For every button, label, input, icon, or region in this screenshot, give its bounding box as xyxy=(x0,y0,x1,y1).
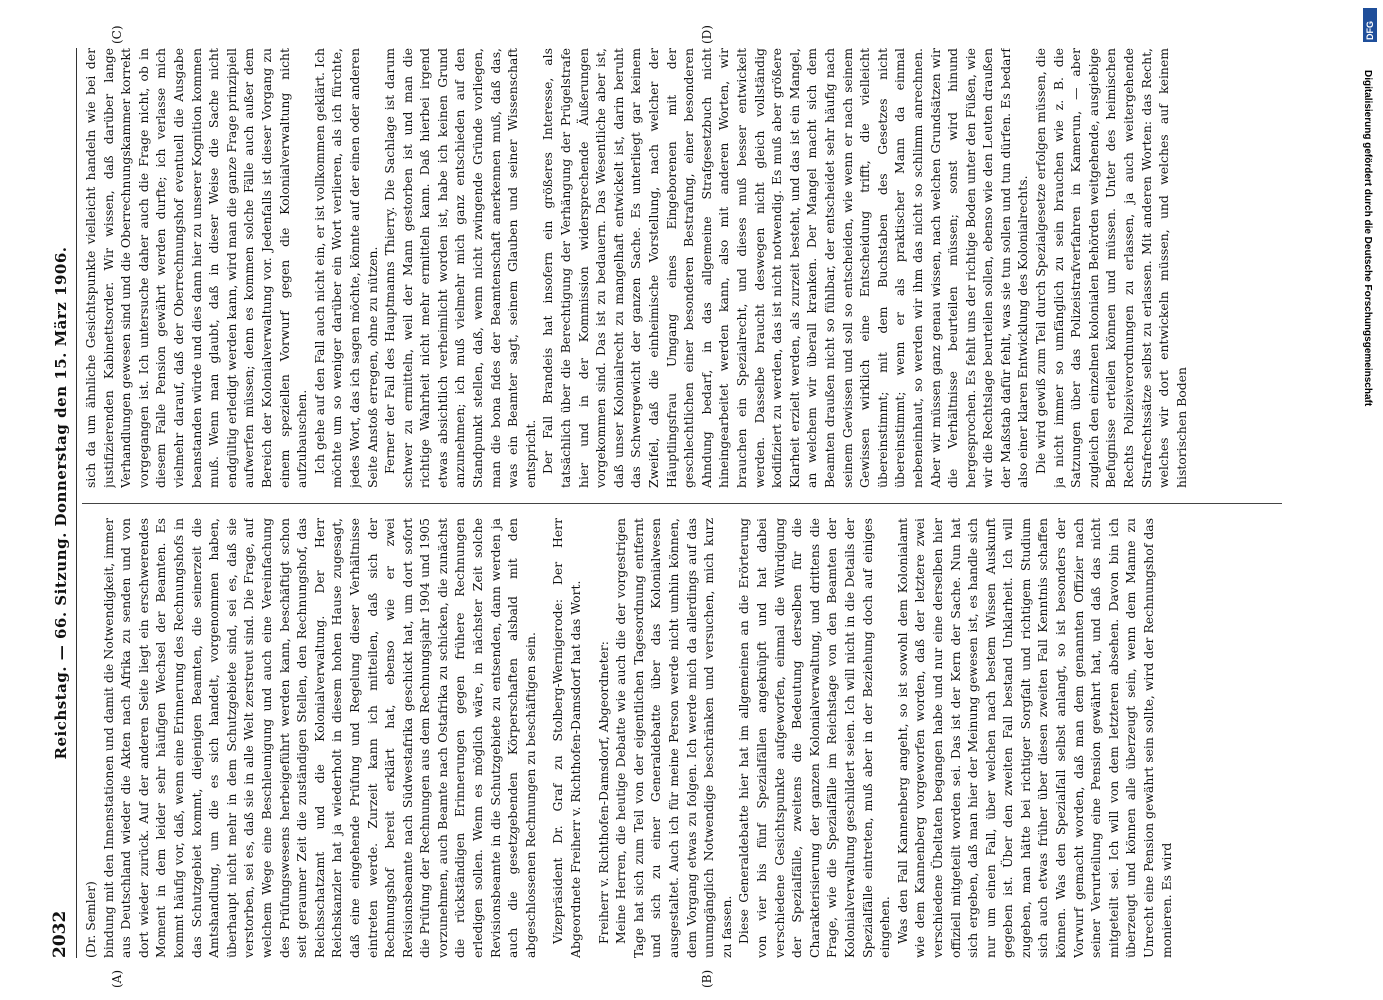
margin-marker-c: (C) xyxy=(110,25,124,44)
paragraph: Ich gehe auf den Fall auch nicht ein, er ist vollkommen geklärt. Ich möchte um so weniger darüber ein Wort verlieren, als ich fürchte, jedes Wort, das ich sagen möchte, könnte auf der einen oder anderen Seite Anstoß erregen, ohne zu nützen. xyxy=(311,48,380,488)
page-number: 2032 xyxy=(50,910,70,958)
paragraph: Die wird gewiß zum Teil durch Spezialgesetze erfolgen müssen, die ja nicht immer so umfänglich zu sein brauchen wie z. B. die Satzungen über das Polizeistrafverfahren in Kamerun, — aber zugleich den einzelnen kolonialen Behörden weitgehende, ausgiebige Befugnisse erteilen können und müssen. Unter des heimischen Rechts Polizeiverordnungen zu erlassen, ja auch weitergehende Strafrechtssätze selbst zu erlassen. Mit anderen Worten: das Recht, welches wir dort entwickeln müssen, und welches auf keinem historischen Boden xyxy=(1033,48,1189,488)
margin-marker-b: (B) xyxy=(700,969,714,988)
margin-marker-a: (A) xyxy=(110,969,124,988)
speaker-line: Freiherr v. Richthofen-Damsdorf, Abgeordneter: xyxy=(595,641,611,944)
credit-text: Digitalisierung gefördert durch die Deutsche Forschungsgemeinschaft xyxy=(1362,70,1373,407)
digitization-credit xyxy=(1361,10,1375,870)
paragraph: Der Fall Brandeis hat insofern ein größeres Interesse, als tatsächlich über die Berechtigung der Verhängung der Prügelstrafe hier und in der Kommission widersprechende Äußerungen vorgekommen sind. Das ist zu bedauern. Das Wesentliche aber ist, daß unser Kolonialrecht zu mangelhaft entwickelt ist, darin beruht das Schwergewicht der ganzen Sache. Es unterliegt gar keinem Zweifel, daß die einheimische Vorstellung, nach welcher der Häuptlingsfrau Umgang eines Eingeborenen mit der geschlechtlichen einer besonderen Bestrafung, einer besonderen Ahndung bedarf, in das allgemeine Strafgesetzbuch nicht hineingearbeitet werden kann, also mit anderen Worten, wir brauchen ein Spezialrecht, und dieses muß besser entwickelt werden. Dasselbe braucht deswegen nicht gleich vollständig kodifiziert zu werden, das ist nicht notwendig. Es muß aber größere Klarheit erzielt werden, als zurzeit besteht, und das ist ein Mangel, an welchem wir überall kranken. Der Mangel macht sich dem Beamten draußen nicht so fühlbar, der entscheidet sehr häufig nach seinem Gewissen und soll so entscheiden, wie wenn er nach seinem Gewissen wirklich eine Entscheidung trifft, die vielleicht übereinstimmt; mit dem Buchstaben des Gesetzes nicht übereinstimmt; wenn er als praktischer Mann da einmal nebeneinhaut, so werden wir ihm das nicht so schlimm anrechnen. Aber wir müssen ganz genau wissen, nach welchen Grundsätzen wir die Verhältnisse beurteilen müssen; sonst wird hinund hergesprochen. Es fehlt uns der richtige Boden unter den Füßen, wie wir die Rechtslage beurteilen sollen, ebenso wie den Leuten draußen der Maßstab dafür fehlt, was sie tun sollen und tun dürfen. Es bedarf also einer klaren Entwicklung des Kolonialrechts. xyxy=(540,48,1031,488)
paragraph: Meine Herren, die heutige Debatte wie auch die der vorgestrigen Tage hat sich zum Teil von der eigentlichen Tagesordnung entfernt und sich zu einer Generaldebatte über das Kolonialwesen ausgestaltet. Auch ich für meine Person werde nicht umhin können, dem Vorgang etwas zu folgen. Ich werde mich da allerdings auf das unumgänglich Notwendige beschränken und versuchen, mich kurz zu fassen. xyxy=(613,518,734,958)
paragraph: Ferner der Fall des Hauptmanns Thierry. Die Sachlage ist darum schwer zu ermitteln, weil der Mann gestorben ist und man die richtige Wahrheit nicht mehr ermitteln kann. Daß hierbei irgend etwas absichtlich verheimlicht worden ist, habe ich keinen Grund anzunehmen; ich muß vielmehr mich ganz entschieden auf den Standpunkt stellen, daß, wenn nicht zwingende Gründe vorliegen, man die bona fides der Beamtenschaft anerkennen muß, daß das, was ein Beamter sagt, seinem Glauben und seiner Wissenschaft entspricht. xyxy=(382,48,538,488)
right-column xyxy=(82,48,1302,488)
page-title: Reichstag. — 66. Sitzung. Donnerstag den 15. März 1906. xyxy=(52,246,70,760)
paragraph: bindung mit den Innenstationen und damit die Notwendigkeit, immer aus Deutschland wieder die Akten nach Afrika zu senden und von dort wieder zurück. Auf der anderen Seite liegt ein erschwerendes Moment in dem leider sehr häufigen Wechsel der Beamten. Es kommt häufig vor, daß, wenn eine Erinnerung des Rechnungshofs in das Schutzgebiet kommt, diejenigen Beamten, die seinerzeit die Amtshandlung, um die es sich handelt, vorgenommen haben, überhaupt nicht mehr in dem Schutzgebiete sind, sei es, daß sie verstorben, sei es, daß sie in alle Welt zerstreut sind. Die Frage, auf welchem Wege eine Beschleunigung und auch eine Vereinfachung des Prüfungswesens herbeigeführt werden kann, beschäftigt schon seit geraumer Zeit die zuständigen Stellen, den Rechnungshof, das Reichsschatzamt und die Kolonialverwaltung. Der Herr Reichskanzler hat ja wiederholt in diesem hohen Hause zugesagt, daß eine eingehende Prüfung und Regelung dieser Verhältnisse eintreten werde. Zurzeit kann ich mitteilen, daß sich der Rechnungshof bereit erklärt hat, ebenso wie er zwei Revisionsbeamte nach Südwestafrika geschickt hat, um dort sofort die Prüfung der Rechnungen aus dem Rechnungsjahr 1904 und 1905 vorzunehmen, auch Beamte nach Ostafrika zu schicken, die zunächst die rückständigen Erinnerungen gegen frühere Rechnungen erledigen sollen. Wenn es möglich wäre, in nächster Zeit solche Revisionsbeamte in die Schutzgebiete zu entsenden, dann werden ja auch die gesetzgebenden Körperschaften alsbald mit den abgeschlossenen Rechnungen zu beschäftigen sein. xyxy=(100,518,538,958)
paragraph: Diese Generaldebatte hier hat im allgemeinen an die Erörterung von vier bis fünf Spezialfällen angeknüpft und hat dabei verschiedene Gesichtspunkte aufgeworfen, einmal die Würdigung der Spezialfälle, zweitens die Bedeutung derselben für die Charakterisierung der ganzen Kolonialverwaltung, und drittens die Frage, wie die Spezialfälle im Reichstage von den Beamten der Kolonialverwaltung geschildert seien. Ich will nicht in die Details der Spezialfälle eintreten, muß aber in der Beziehung doch auf einiges eingehen. xyxy=(736,518,893,958)
speaker-note: (Dr. Semler) xyxy=(83,881,98,958)
left-column xyxy=(82,518,1302,958)
paragraph: Was den Fall Kannenberg angeht, so ist sowohl dem Kolonialamt wie dem Kannenberg vorgeworfen worden, daß der letztere zwei verschiedene Übeltaten begangen habe und nur eine derselben hier offiziell mitgeteilt worden sei. Das ist der Kern der Sache. Nun hat sich ergeben, daß man hier der Meinung gewesen ist, es handle sich nur um einen Fall, über welchen nach bestem Wissen Auskunft gegeben ist. Über den zweiten Fall bestand Unklarheit. Ich will zugeben, man hätte bei richtiger Sorgfalt und richtigem Studium sich auch etwas früher über diesen zweiten Fall Kenntnis schaffen können. Was den Spezialfall selbst anlangt, so ist besonders der Vorwurf gemacht worden, daß man dem genannten Offizier nach seiner Verurteilung eine Pension gewährt hat, und daß das nicht mitgeteilt sei. Ich will von dem letzteren absehen. Davon bin ich überzeugt und können alle überzeugt sein, wenn dem Manne zu Unrecht eine Pension gewährt sein sollte, wird der Rechnungshof das monieren. Es wird xyxy=(894,518,1174,958)
margin-marker-d: (D) xyxy=(700,25,714,44)
column-divider xyxy=(82,503,1282,504)
header-rule xyxy=(76,48,77,958)
dfg-logo xyxy=(1363,8,1377,42)
vice-president-line: Vizepräsident Dr. Graf zu Stolberg-Wernigerode: Der Herr Abgeordnete Freiherr v. Richthofen-Damsdorf hat das Wort. xyxy=(550,518,584,958)
page-header xyxy=(50,48,76,958)
dfg-logo-text: DFG xyxy=(1365,21,1375,40)
paragraph: sich da um ähnliche Gesichtspunkte vielleicht handeln wie bei der justifizierenden Kabinettsorder. Wir wissen, daß darüber lange Verhandlungen gewesen sind und die Oberrechnungskammer korrekt vorgegangen ist. Ich untersuche daher auch die Frage nicht, ob in diesem Falle Pension gewährt werden durfte; ich verlasse mich vielmehr darauf, daß der Oberrechnungshof eventuell die Ausgabe beanstanden würde und dies dann hier zu unserer Kognition kommen muß. Wenn man glaubt, daß in dieser Weise die Sache nicht endgültig erledigt werden kann, wird man die ganze Frage prinzipiell aufwerfen müssen; denn es kommen solche Fälle auch außer dem Bereich der Kolonialverwaltung vor. Jedenfalls ist dieser Vorgang zu einem speziellen Vorwurf gegen die Kolonialverwaltung nicht aufzubauschen. xyxy=(83,48,310,488)
